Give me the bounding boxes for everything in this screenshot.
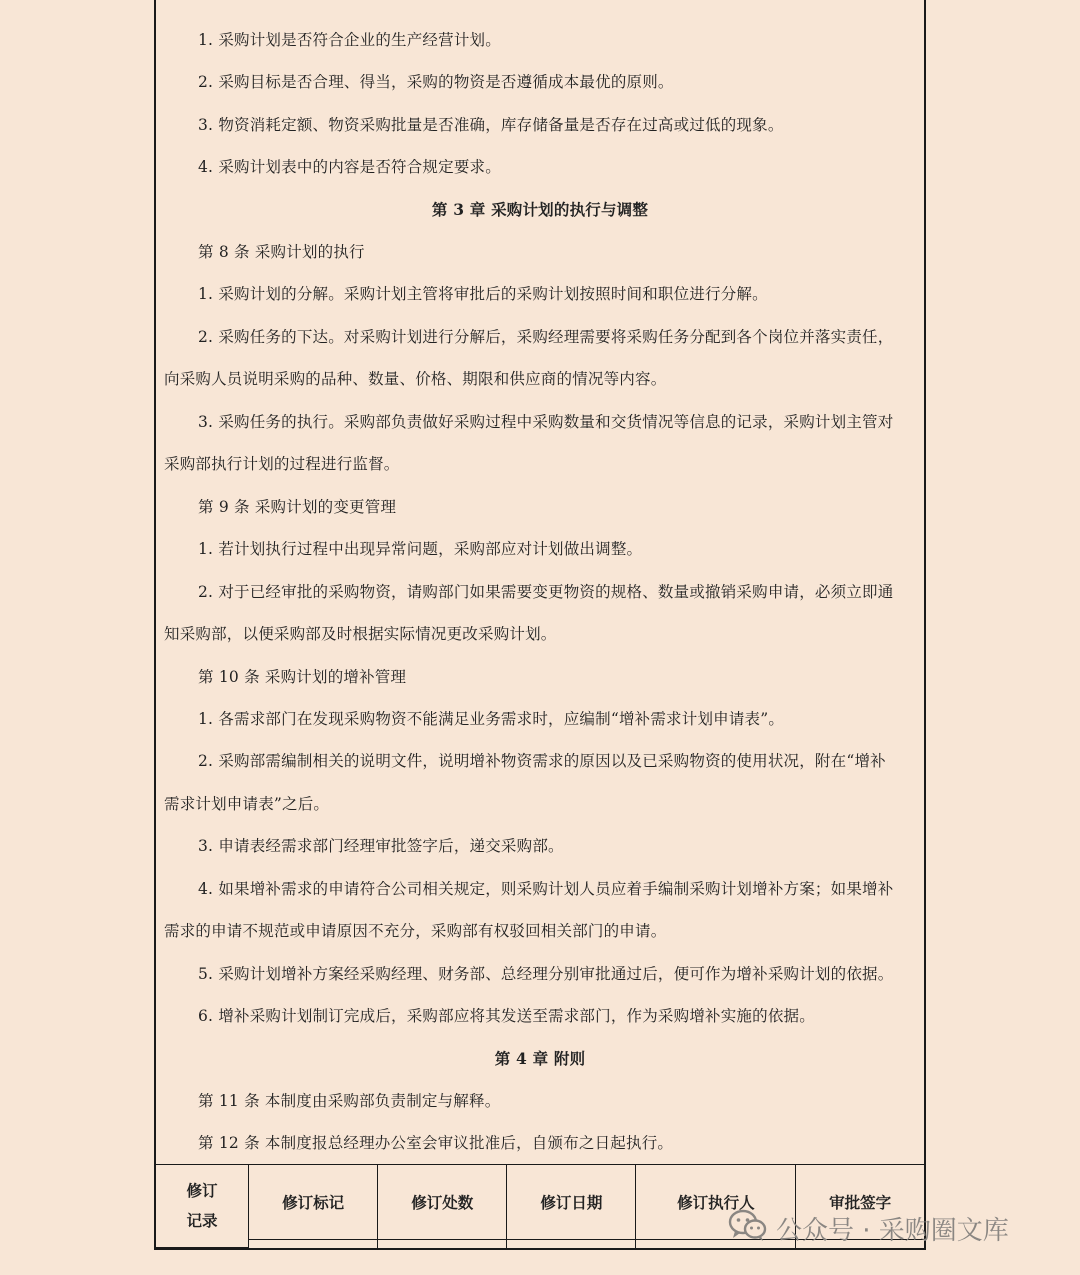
article-heading: 第 8 条 采购计划的执行 bbox=[198, 243, 365, 261]
chapter-heading: 第 3 章 采购计划的执行与调整 bbox=[431, 200, 649, 219]
paragraph: 1. 各需求部门在发现采购物资不能满足业务需求时，应编制“增补需求计划申请表”。 bbox=[198, 710, 785, 728]
paragraph: 3. 申请表经需求部门经理审批签字后，递交采购部。 bbox=[198, 837, 564, 855]
paragraph: 2. 采购目标是否合理、得当，采购的物资是否遵循成本最优的原则。 bbox=[198, 73, 674, 91]
paragraph-continuation: 需求的申请不规范或申请原因不充分，采购部有权驳回相关部门的申请。 bbox=[164, 922, 667, 940]
paragraph: 2. 采购任务的下达。对采购计划进行分解后，采购经理需要将采购任务分配到各个岗位并落实责任， bbox=[198, 328, 894, 346]
empty-cell bbox=[507, 1240, 636, 1248]
paragraph: 1. 采购计划是否符合企业的生产经营计划。 bbox=[198, 31, 501, 49]
wechat-icon bbox=[728, 1208, 768, 1249]
paragraph-continuation: 知采购部，以便采购部及时根据实际情况更改采购计划。 bbox=[164, 625, 557, 643]
paragraph: 1. 采购计划的分解。采购计划主管将审批后的采购计划按照时间和职位进行分解。 bbox=[198, 285, 768, 303]
paragraph-continuation: 采购部执行计划的过程进行监督。 bbox=[164, 455, 400, 473]
header-revision-executor: 修订执行人 bbox=[636, 1165, 796, 1240]
paragraph: 2. 对于已经审批的采购物资，请购部门如果需要变更物资的规格、数量或撤销采购申请，必须立即通 bbox=[198, 583, 894, 601]
chapter-heading: 第 4 章 附则 bbox=[494, 1049, 586, 1068]
article-heading: 第 9 条 采购计划的变更管理 bbox=[198, 498, 397, 516]
watermark-text: 公众号 · 采购圈文库 bbox=[776, 1216, 1009, 1246]
article-heading: 第 12 条 本制度报总经理办公室会审议批准后，自颁布之日起执行。 bbox=[198, 1134, 674, 1152]
paragraph: 1. 若计划执行过程中出现异常问题，采购部应对计划做出调整。 bbox=[198, 540, 643, 558]
header-revision-date: 修订日期 bbox=[507, 1165, 636, 1240]
empty-cell bbox=[378, 1240, 507, 1248]
article-heading: 第 10 条 采购计划的增补管理 bbox=[198, 668, 407, 686]
document-page bbox=[154, 0, 926, 1250]
paragraph: 2. 采购部需编制相关的说明文件，说明增补物资需求的原因以及已采购物资的使用状况，附在“增补 bbox=[198, 752, 886, 770]
paragraph: 3. 采购任务的执行。采购部负责做好采购过程中采购数量和交货情况等信息的记录，采购计划主管对 bbox=[198, 413, 894, 431]
revision-record-label: 修订 记录 bbox=[156, 1165, 249, 1248]
header-revision-mark: 修订标记 bbox=[249, 1165, 378, 1240]
watermark bbox=[728, 1208, 1009, 1249]
paragraph: 5. 采购计划增补方案经采购经理、财务部、总经理分别审批通过后，便可作为增补采购计划的依据。 bbox=[198, 965, 894, 983]
paragraph: 4. 采购计划表中的内容是否符合规定要求。 bbox=[198, 158, 501, 176]
empty-cell bbox=[249, 1240, 378, 1248]
paragraph-continuation: 向采购人员说明采购的品种、数量、价格、期限和供应商的情况等内容。 bbox=[164, 370, 667, 388]
paragraph-continuation: 需求计划申请表”之后。 bbox=[164, 795, 330, 813]
paragraph: 3. 物资消耗定额、物资采购批量是否准确，库存储备量是否存在过高或过低的现象。 bbox=[198, 116, 784, 134]
paragraph: 6. 增补采购计划制订完成后，采购部应将其发送至需求部门，作为采购增补实施的依据。 bbox=[198, 1007, 815, 1025]
paragraph: 4. 如果增补需求的申请符合公司相关规定，则采购计划人员应着手编制采购计划增补方案；如果增补 bbox=[198, 880, 894, 898]
header-revision-count: 修订处数 bbox=[378, 1165, 507, 1240]
header-approval-signature: 审批签字 bbox=[796, 1165, 924, 1240]
article-heading: 第 11 条 本制度由采购部负责制定与解释。 bbox=[198, 1092, 501, 1110]
